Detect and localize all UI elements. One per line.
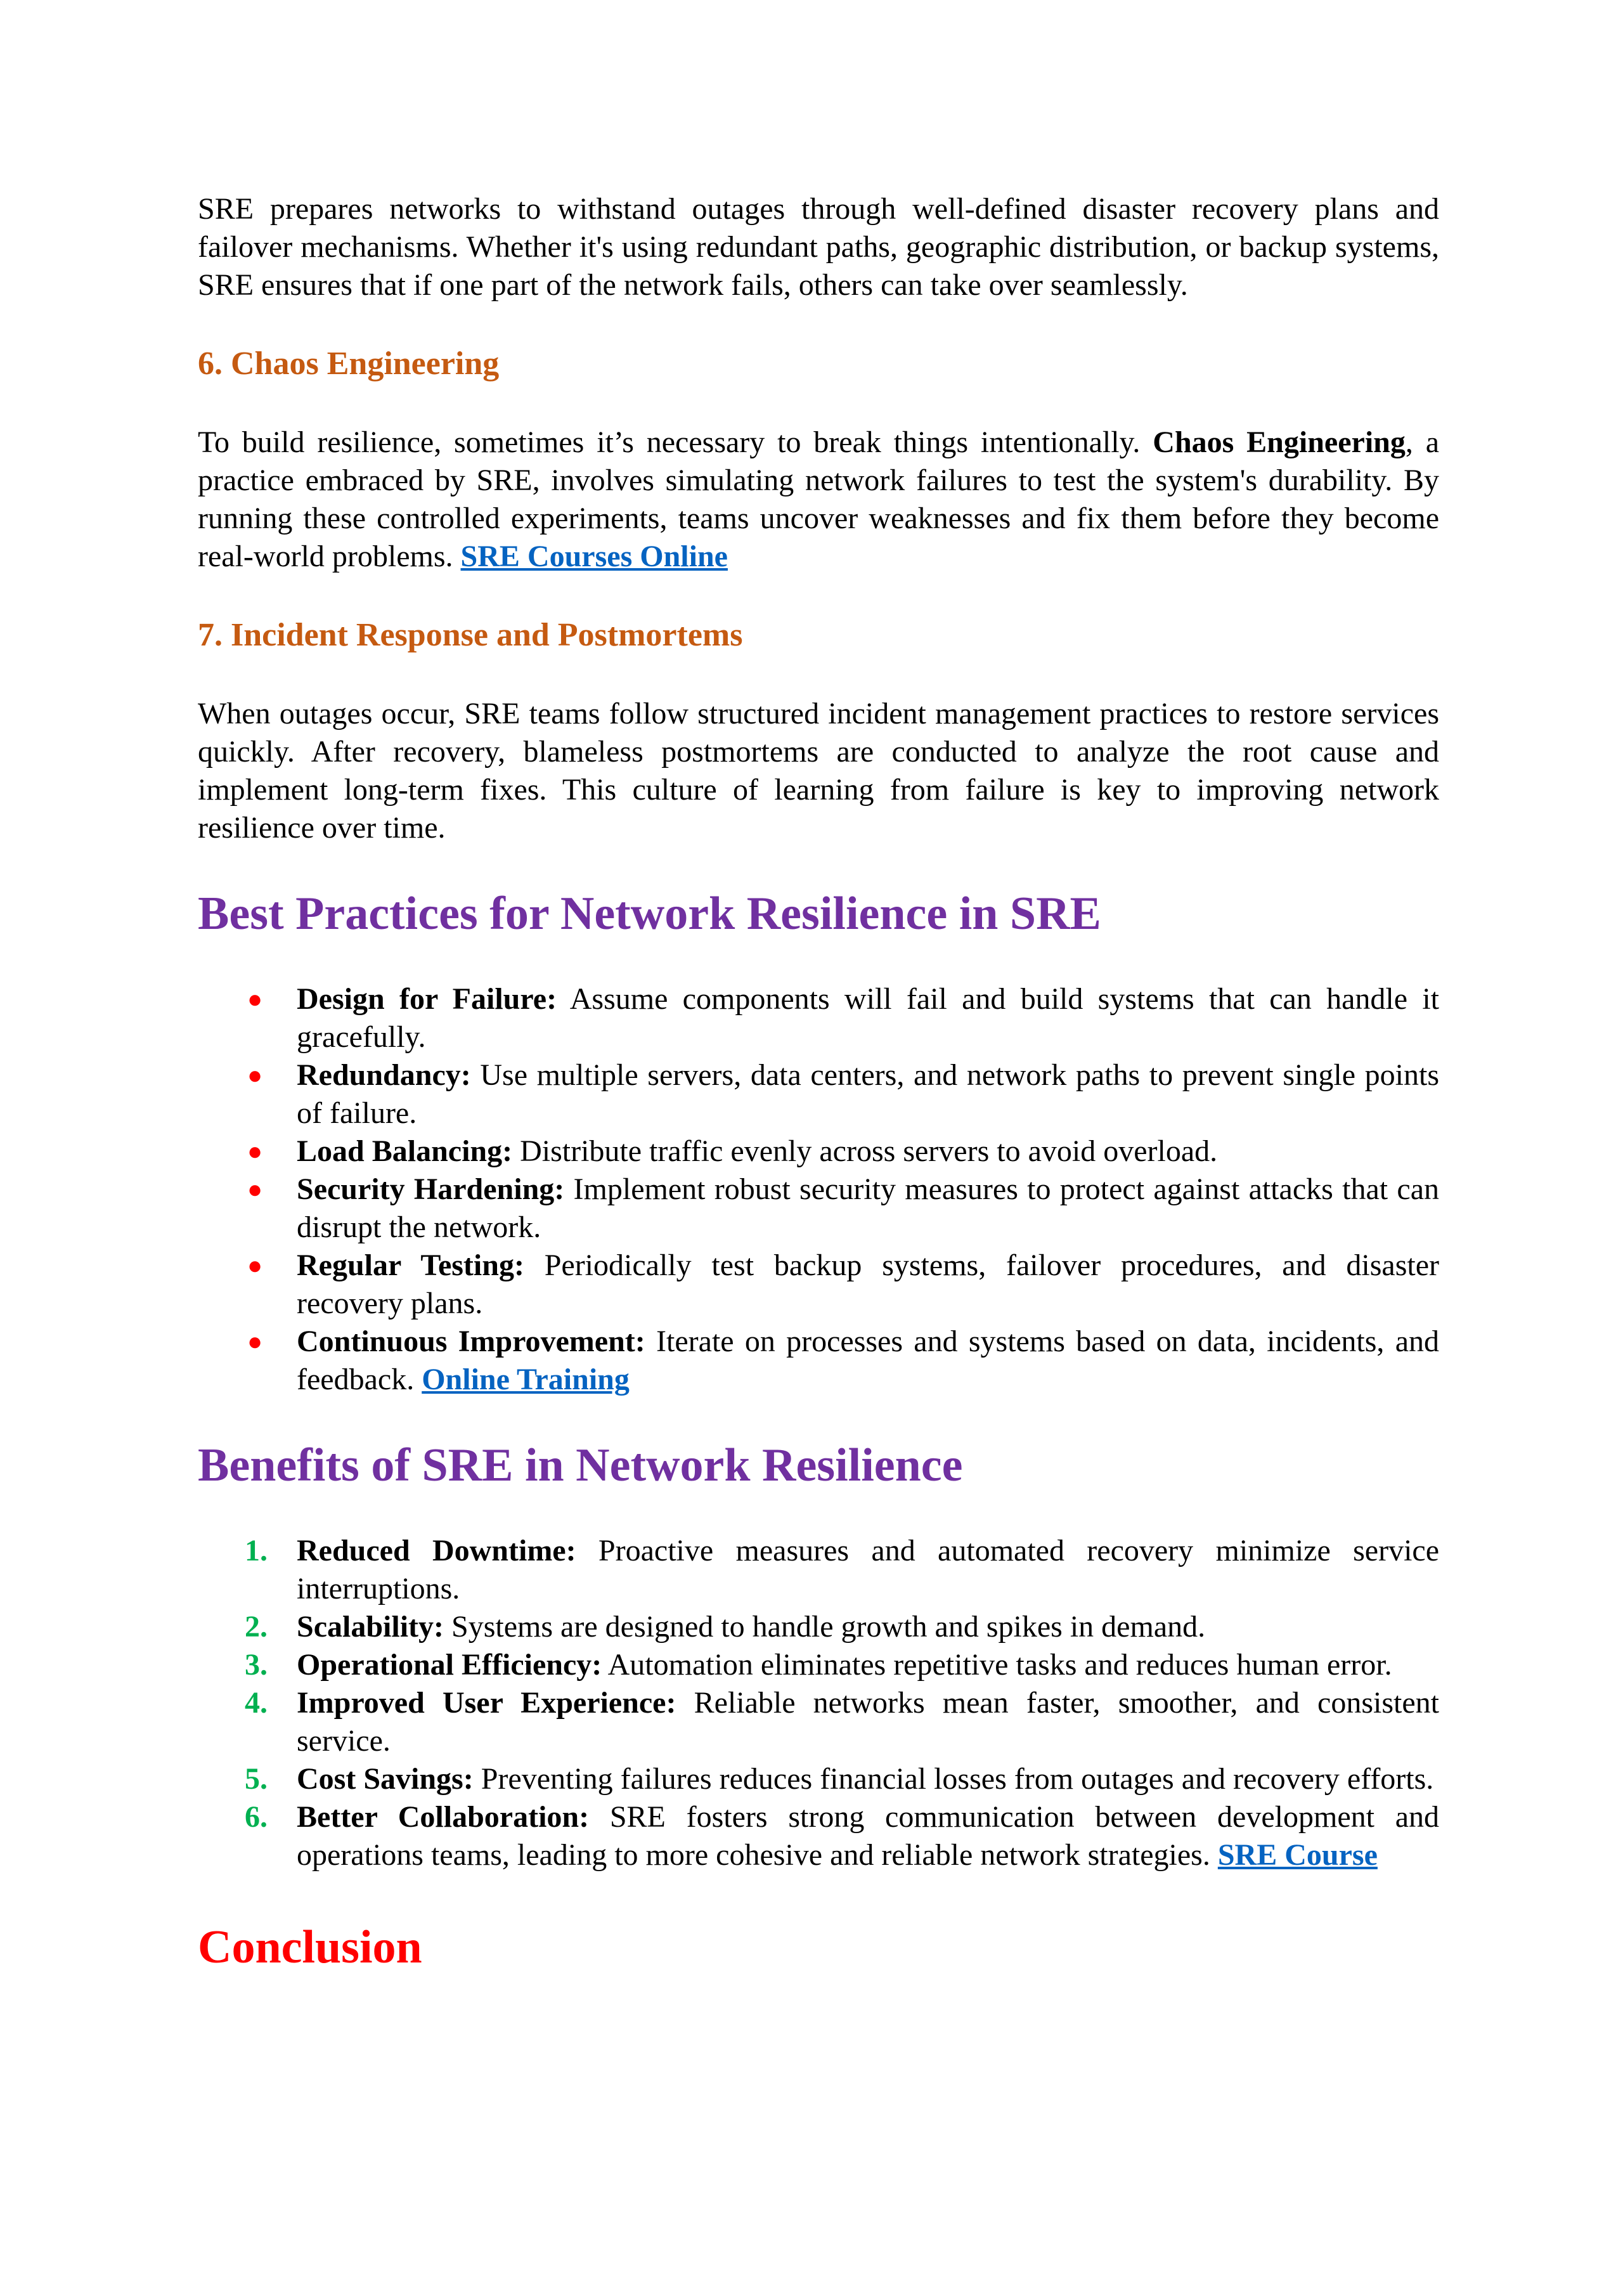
list-item (198, 980, 1439, 1056)
list-item-text: Use multiple servers, data centers, and network paths to prevent single points of failure. (297, 1058, 1439, 1130)
benefits-list (198, 1532, 1439, 1874)
list-item (198, 1798, 1439, 1874)
bullet-icon: ● (247, 1175, 263, 1203)
list-number: 5. (245, 1762, 268, 1796)
best-practices-heading: Best Practices for Network Resilience in SRE (198, 888, 1101, 940)
online-training-link[interactable]: Online Training (422, 1363, 630, 1396)
bullet-icon: ● (247, 1327, 263, 1356)
list-item-text: Distribute traffic evenly across servers to avoid overload. (512, 1134, 1218, 1168)
chaos-bold-term: Chaos Engineering (1153, 425, 1406, 459)
list-item-term: Operational Efficiency: (297, 1648, 602, 1682)
section-heading-chaos: 6. Chaos Engineering (198, 346, 500, 382)
list-item-term: Scalability: (297, 1610, 444, 1644)
list-number: 3. (245, 1648, 268, 1682)
list-item-text: Implement robust security measures to protect against attacks that can disrupt the network. (297, 1172, 1439, 1244)
bullet-icon: ● (247, 1137, 263, 1165)
conclusion-heading: Conclusion (198, 1921, 422, 1973)
list-item (198, 1684, 1439, 1760)
section-heading-incident: 7. Incident Response and Postmortems (198, 617, 743, 653)
list-item (198, 1056, 1439, 1132)
list-item (198, 1608, 1439, 1646)
chaos-text-before: To build resilience, sometimes it’s necessary to break things intentionally. (198, 425, 1153, 459)
list-item-text: SRE fosters strong communication between development and operations teams, leading to more cohesive and reliable network strategies. (297, 1800, 1439, 1872)
incident-paragraph: When outages occur, SRE teams follow structured incident management practices to restore services quickly. After recovery, blameless postmortems are conducted to analyze the root cause and implement long-term fixes. This culture of learning from failure is key to improving network resilience over time. (198, 697, 1439, 845)
list-item-text: Systems are designed to handle growth and spikes in demand. (444, 1610, 1206, 1644)
list-item (198, 1760, 1439, 1798)
sre-course-link[interactable]: SRE Course (1217, 1838, 1378, 1872)
list-item-text: Reliable networks mean faster, smoother, and consistent service. (297, 1686, 1439, 1758)
list-number: 6. (245, 1800, 268, 1834)
list-item-term: Load Balancing: (297, 1134, 513, 1168)
list-item-term: Design for Failure: (297, 982, 557, 1016)
list-item (198, 1323, 1439, 1399)
list-item-term: Improved User Experience: (297, 1686, 676, 1720)
list-number: 4. (245, 1686, 268, 1720)
list-number: 2. (245, 1610, 268, 1644)
list-item-term: Reduced Downtime: (297, 1534, 576, 1567)
intro-paragraph: SRE prepares networks to withstand outages through well-defined disaster recovery plans and failover mechanisms. Whether it's using redundant paths, geographic distribution, or backup systems, SRE ensures that if one part of the network fails, others can take over seamlessly. (198, 192, 1439, 302)
list-item-term: Regular Testing: (297, 1249, 524, 1282)
list-item-text: Periodically test backup systems, failover procedures, and disaster recovery plans. (297, 1249, 1439, 1320)
list-item-term: Redundancy: (297, 1058, 471, 1092)
list-number: 1. (245, 1534, 268, 1567)
list-item (198, 1132, 1439, 1171)
benefits-heading: Benefits of SRE in Network Resilience (198, 1439, 963, 1491)
bullet-icon: ● (247, 985, 263, 1013)
list-item (198, 1532, 1439, 1608)
list-item-text: Automation eliminates repetitive tasks and reduces human error. (602, 1648, 1392, 1682)
list-item-text: Iterate on processes and systems based on data, incidents, and feedback. (297, 1325, 1439, 1396)
list-item-term: Security Hardening: (297, 1172, 565, 1206)
bullet-icon: ● (247, 1251, 263, 1280)
list-item (198, 1646, 1439, 1684)
list-item-text: Preventing failures reduces financial losses from outages and recovery efforts. (473, 1762, 1434, 1796)
best-practices-list (198, 980, 1439, 1399)
list-item (198, 1247, 1439, 1323)
document-page (198, 190, 1439, 1976)
list-item-text: Assume components will fail and build systems that can handle it gracefully. (297, 982, 1440, 1054)
chaos-text-after: , a practice embraced by SRE, involves simulating network failures to test the system's durability. By running these controlled experiments, teams uncover weaknesses and fix them before they become real-world problems. (198, 425, 1440, 573)
list-item-term: Cost Savings: (297, 1762, 474, 1796)
chaos-paragraph (198, 424, 1439, 576)
list-item-term: Continuous Improvement: (297, 1325, 645, 1358)
list-item-term: Better Collaboration: (297, 1800, 590, 1834)
list-item-text: Proactive measures and automated recovery minimize service interruptions. (297, 1534, 1440, 1605)
bullet-icon: ● (247, 1061, 263, 1089)
sre-courses-online-link[interactable]: SRE Courses Online (460, 540, 728, 573)
list-item (198, 1171, 1439, 1247)
